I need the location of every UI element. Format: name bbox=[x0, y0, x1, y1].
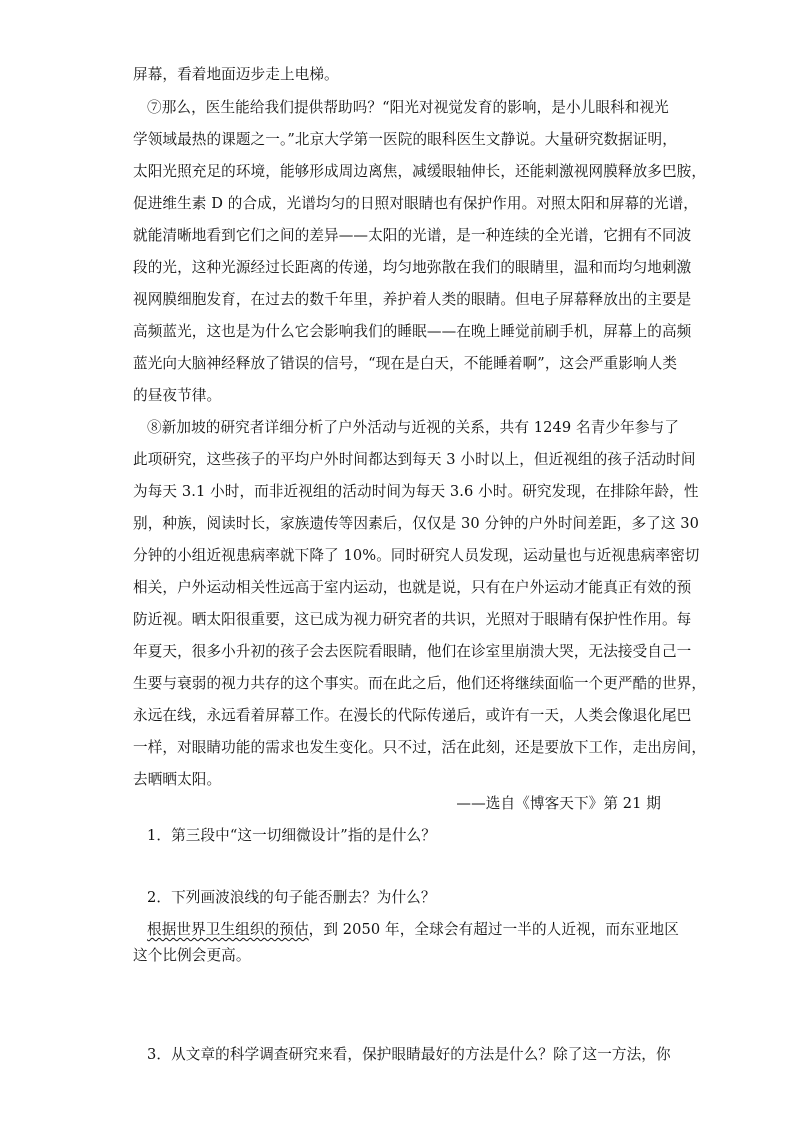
paragraph-line: 此项研究，这些孩子的平均户外时间都达到每天 3 小时以上，但近视组的孩子活动时间 bbox=[133, 451, 696, 468]
question-2-quote-line-2: 这个比例会更高。 bbox=[133, 947, 251, 964]
wavy-underlined-text: 根据世界卫生组织的预估 bbox=[147, 921, 309, 938]
paragraph-line: 蓝光向大脑神经释放了错误的信号，“现在是白天，不能睡着啊”，这会严重影响人类 bbox=[133, 355, 678, 372]
question-2: 2．下列画波浪线的句子能否删去？为什么？ bbox=[147, 889, 436, 906]
paragraph-line: 一样，对眼睛功能的需求也发生变化。只不过，活在此刻，还是要放下工作，走出房间， bbox=[133, 739, 707, 756]
paragraph-line: 学领域最热的课题之一。”北京大学第一医院的眼科医生文静说。大量研究数据证明， bbox=[133, 131, 677, 148]
paragraph-line: 段的光，这种光源经过长距离的传递，均匀地弥散在我们的眼睛里，温和而均匀地刺激 bbox=[133, 259, 692, 276]
paragraph-8-line: ⑧新加坡的研究者详细分析了户外活动与近视的关系，共有 1249 名青少年参与了 bbox=[147, 419, 679, 436]
paragraph-line: 年夏天，很多小升初的孩子会去医院看眼睛，他们在诊室里崩溃大哭，无法接受自己一 bbox=[133, 643, 692, 660]
question-2-quote-line-1 bbox=[147, 920, 679, 940]
paragraph-line: 屏幕，看着地面迈步走上电梯。 bbox=[133, 66, 339, 83]
paragraph-line: 的昼夜节律。 bbox=[133, 387, 222, 404]
paragraph-line: 太阳光照充足的环境，能够形成周边离焦，减缓眼轴伸长，还能刺激视网膜释放多巴胺， bbox=[133, 163, 707, 180]
question-1: 1．第三段中“这一切细微设计”指的是什么？ bbox=[147, 827, 436, 844]
paragraph-line: 生要与衰弱的视力共存的这个事实。而在此之后，他们还将继续面临一个更严酷的世界， bbox=[133, 675, 707, 692]
paragraph-line: 防近视。晒太阳很重要，这已成为视力研究者的共识，光照对于眼睛有保护性作用。每 bbox=[133, 611, 692, 628]
paragraph-line: 视网膜细胞发育，在过去的数千年里，养护着人类的眼睛。但电子屏幕释放出的主要是 bbox=[133, 291, 692, 308]
paragraph-line: 别，种族，阅读时长，家族遗传等因素后，仅仅是 30 分钟的户外时间差距，多了这 30 bbox=[133, 515, 700, 532]
paragraph-line: 就能清晰地看到它们之间的差异——太阳的光谱，是一种连续的全光谱，它拥有不同波 bbox=[133, 227, 692, 244]
paragraph-line: 分钟的小组近视患病率就下降了 10%。同时研究人员发现，运动量也与近视患病率密切 bbox=[133, 547, 700, 564]
paragraph-line: 促进维生素 D 的合成，光谱均匀的日照对眼睛也有保护作用。对照太阳和屏幕的光谱， bbox=[133, 195, 698, 212]
paragraph-line: 相关，户外运动相关性远高于室内运动，也就是说，只有在户外运动才能真正有效的预 bbox=[133, 579, 692, 596]
quote-text: ，到 2050 年，全球会有超过一半的人近视，而东亚地区 bbox=[308, 921, 679, 938]
paragraph-line: 为每天 3.1 小时，而非近视组的活动时间为每天 3.6 小时。研究发现，在排除年龄，性 bbox=[133, 483, 699, 500]
source-citation: ——选自《博客天下》第 21 期 bbox=[456, 795, 661, 812]
paragraph-line: 永远在线，永远看着屏幕工作。在漫长的代际传递后，或许有一天，人类会像退化尾巴 bbox=[133, 707, 692, 724]
question-3: 3．从文章的科学调查研究来看，保护眼睛最好的方法是什么？除了这一方法，你 bbox=[147, 1046, 671, 1063]
paragraph-7-line: ⑦那么，医生能给我们提供帮助吗？“阳光对视觉发育的影响，是小儿眼科和视光 bbox=[147, 99, 669, 116]
paragraph-line: 高频蓝光，这也是为什么它会影响我们的睡眠——在晚上睡觉前刷手机，屏幕上的高频 bbox=[133, 323, 692, 340]
paragraph-line: 去晒晒太阳。 bbox=[133, 771, 222, 788]
